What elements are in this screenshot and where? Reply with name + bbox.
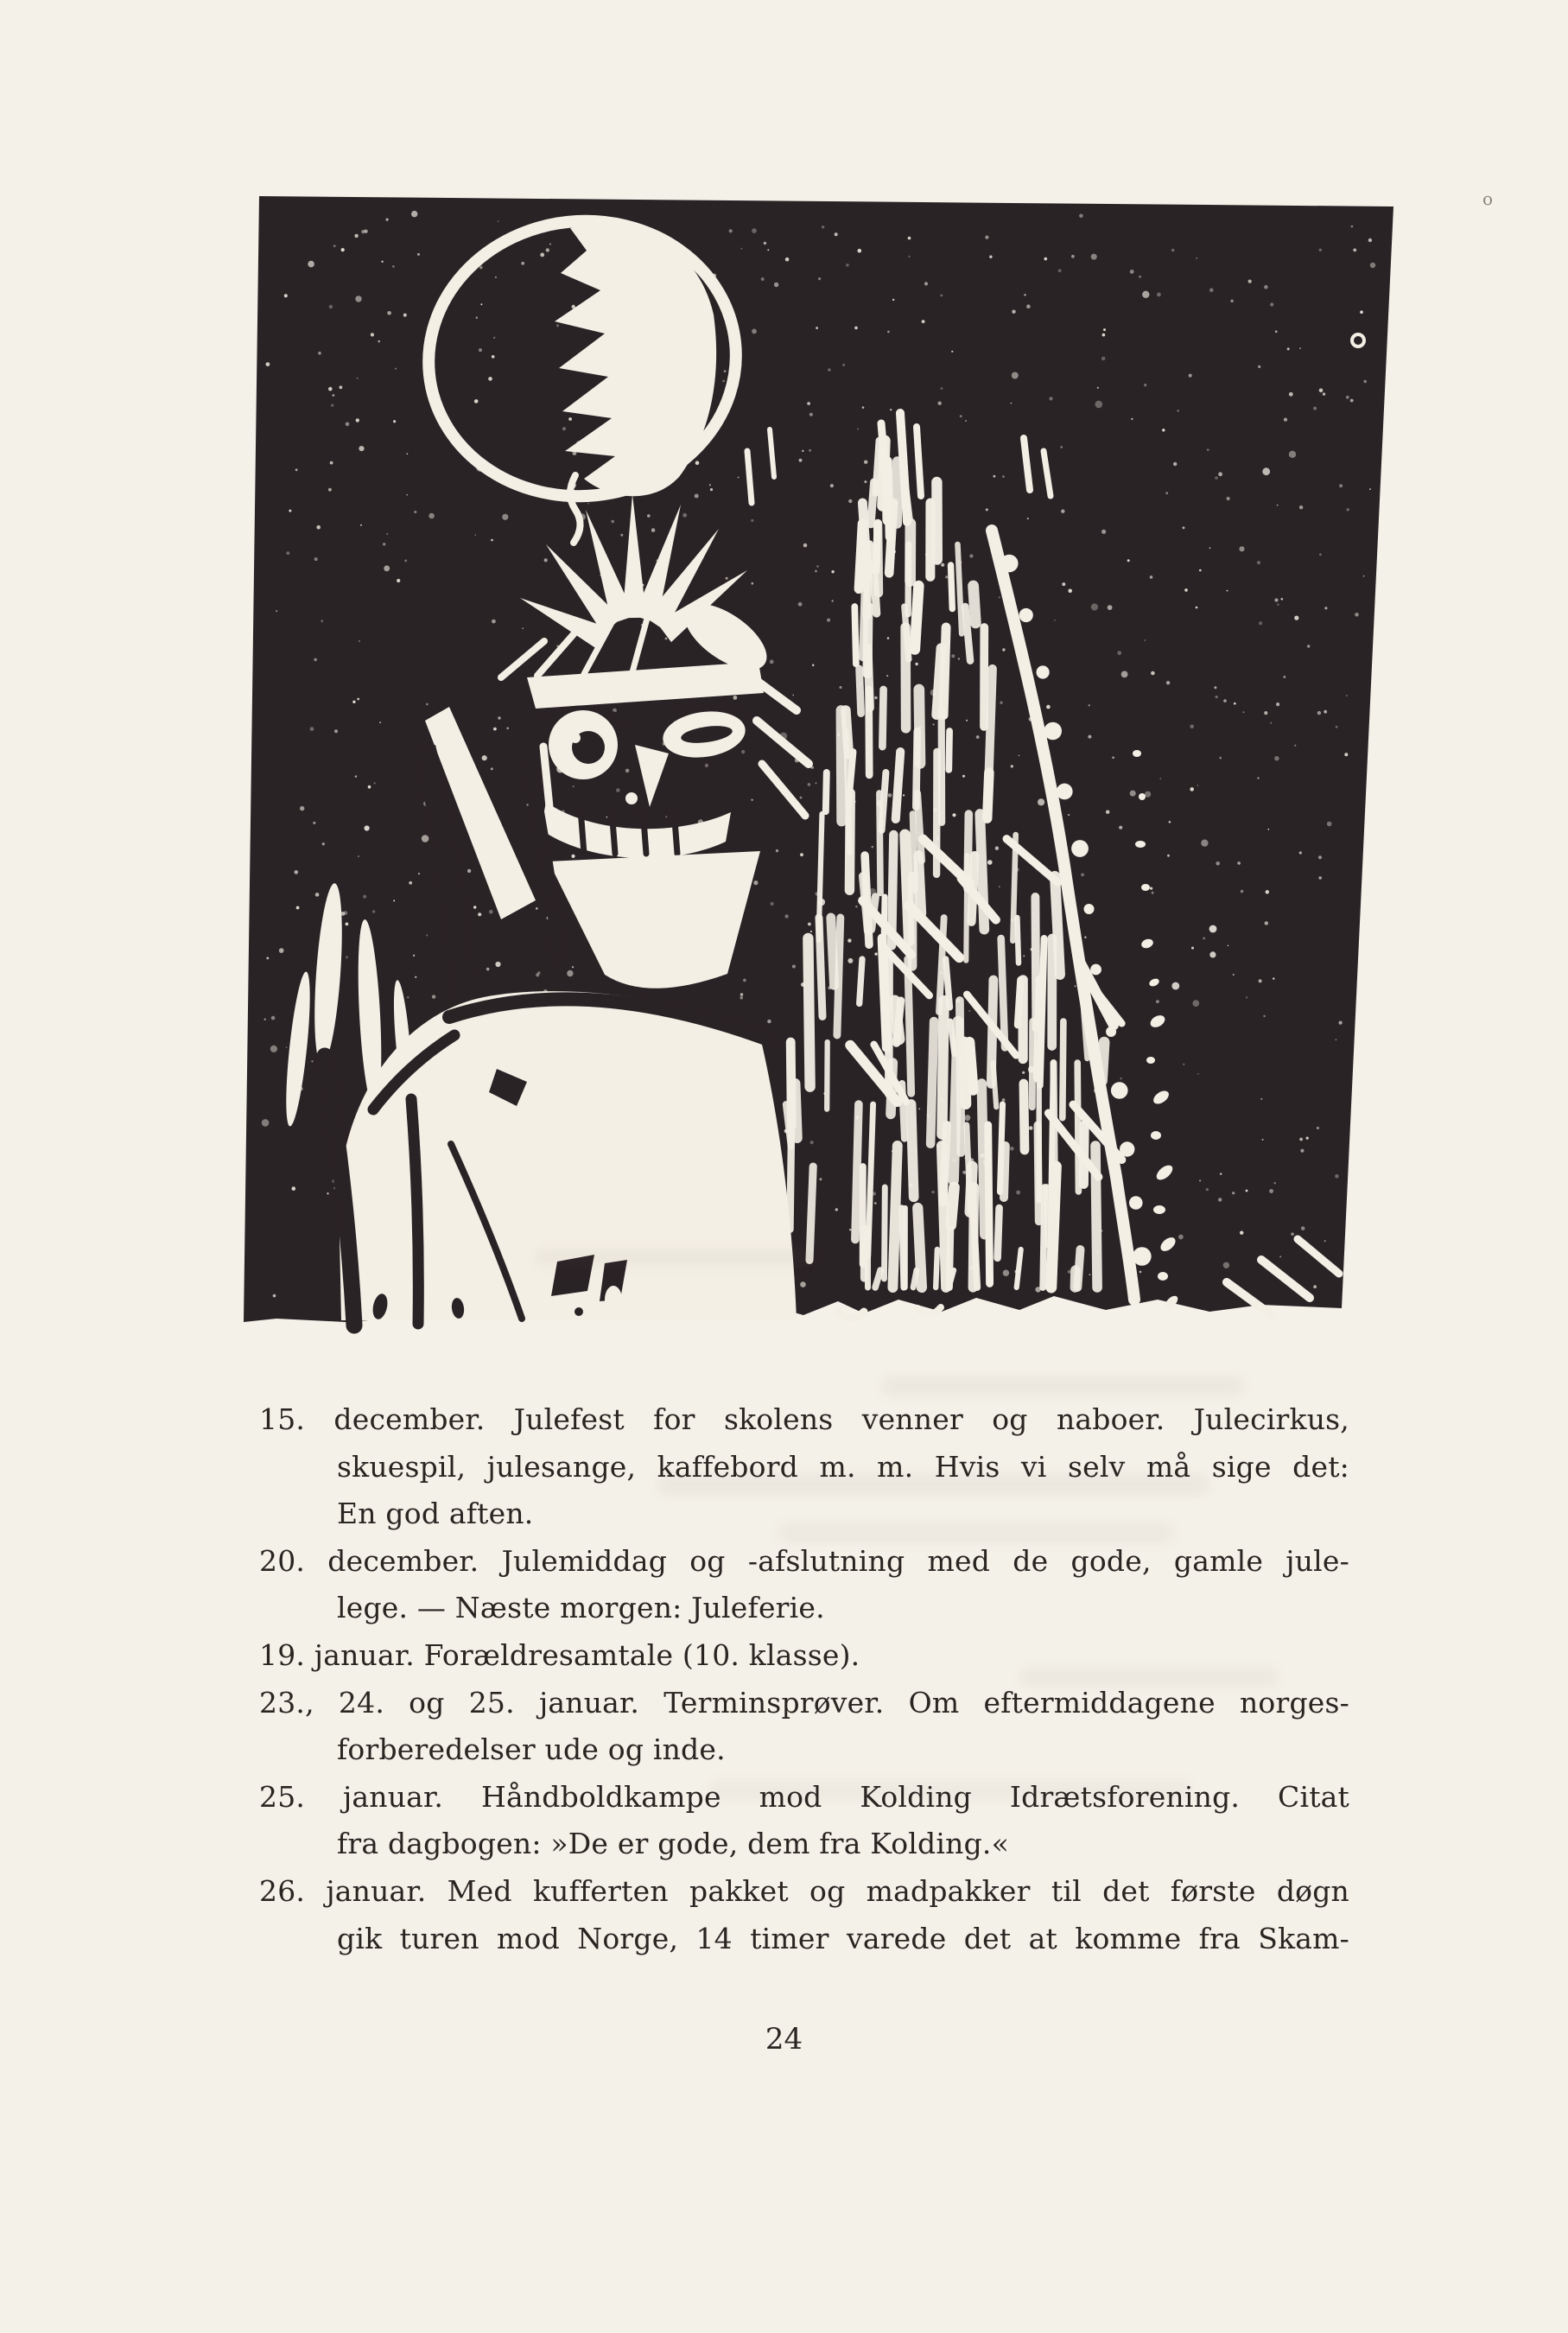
- woodcut-illustration: [242, 192, 1400, 1377]
- woodcut-svg: [242, 192, 1400, 1377]
- diary-line: skuespil, julesange, kaffebord m. m. Hvis vi selv må sige det:: [337, 1449, 1349, 1484]
- show-through-smudge: [881, 1376, 1244, 1396]
- diary-line: 23., 24. og 25. januar. Terminsprøver. Om eftermiddagene norges-: [259, 1685, 1349, 1720]
- diary-line: 25. januar. Håndboldkampe mod Kolding Idrætsforening. Citat: [259, 1779, 1349, 1814]
- diary-line: 19. januar. Forældresamtale (10. klasse).: [259, 1637, 860, 1672]
- diary-line: 20. december. Julemiddag og -afslutning med de gode, gamle jule-: [259, 1543, 1349, 1578]
- diary-line: fra dagbogen: »De er gode, dem fra Kolding.«: [337, 1827, 1009, 1861]
- diary-line: gik turen mod Norge, 14 timer varede det at komme fra Skam-: [337, 1921, 1349, 1955]
- print-artifact: o: [1482, 188, 1494, 209]
- diary-line: lege. — Næste morgen: Juleferie.: [337, 1591, 825, 1625]
- diary-line: 26. januar. Med kufferten pakket og madpakker til det første døgn: [259, 1873, 1349, 1908]
- page-number: 24: [765, 2022, 803, 2056]
- diary-text: [259, 1396, 1349, 1962]
- diary-line: En god aften.: [337, 1497, 534, 1531]
- show-through-smudge: [536, 1249, 812, 1266]
- diary-line: 15. december. Julefest for skolens venner og naboer. Julecirkus,: [259, 1402, 1349, 1436]
- diary-line: forberedelser ude og inde.: [337, 1732, 726, 1767]
